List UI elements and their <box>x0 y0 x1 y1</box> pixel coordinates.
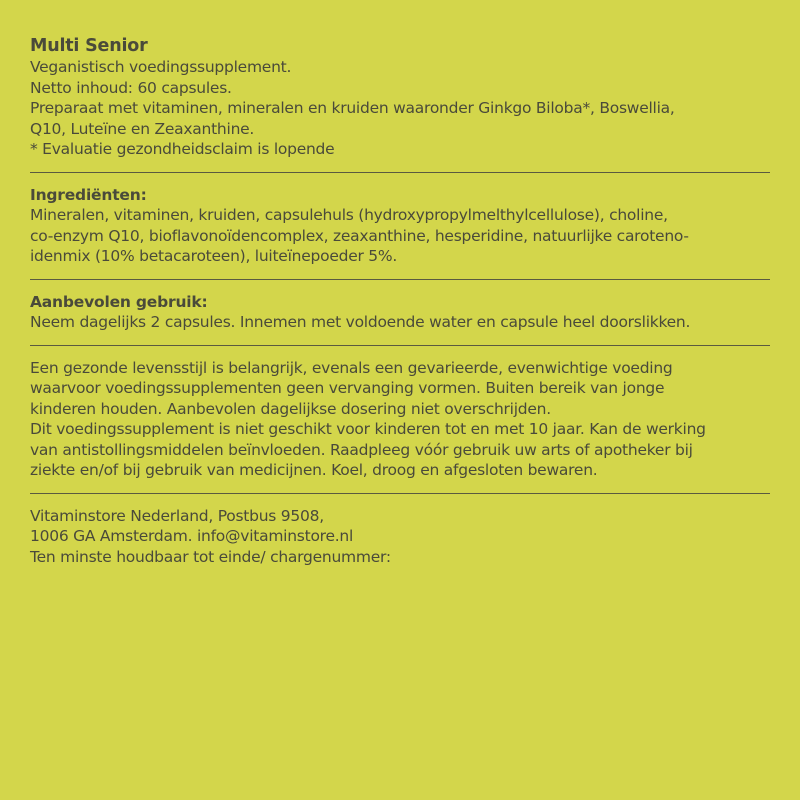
contact-line: 1006 GA Amsterdam. info@vitaminstore.nl <box>30 527 354 545</box>
intro-line: Netto inhoud: 60 capsules. <box>30 78 232 97</box>
usage-line: Neem dagelijks 2 capsules. Innemen met voldoende water en capsule heel doorslikken. <box>30 313 691 331</box>
section-divider <box>30 279 770 280</box>
ingredients-heading: Ingrediënten: <box>30 185 147 204</box>
ingredients-line: idenmix (10% betacaroteen), luiteïnepoeder 5%. <box>30 247 398 265</box>
ingredients-section <box>30 185 770 267</box>
section-divider <box>30 172 770 173</box>
ingredients-line: Mineralen, vitaminen, kruiden, capsulehuls (hydroxypropylmelthylcellulose), choline, <box>30 206 668 224</box>
product-title: Multi Senior <box>30 36 148 56</box>
contact-line: Vitaminstore Nederland, Postbus 9508, <box>30 506 324 525</box>
usage-section <box>30 292 770 333</box>
intro-line: Veganistisch voedingssupplement. <box>30 58 292 76</box>
warning-line: Een gezonde levensstijl is belangrijk, evenals een gevarieerde, evenwichtige voeding <box>30 358 673 377</box>
intro-line: Q10, Luteïne en Zeaxanthine. <box>30 119 255 138</box>
product-section <box>30 35 770 160</box>
ingredients-line: co-enzym Q10, bioflavonoïdencomplex, zeaxanthine, hesperidine, natuurlijke caroteno- <box>30 226 689 245</box>
section-divider <box>30 345 770 346</box>
warning-line: kinderen houden. Aanbevolen dagelijkse dosering niet overschrijden. <box>30 399 551 418</box>
intro-line: Preparaat met vitaminen, mineralen en kruiden waaronder Ginkgo Biloba*, Boswellia, <box>30 99 675 117</box>
usage-heading: Aanbevolen gebruik: <box>30 292 208 311</box>
section-divider <box>30 493 770 494</box>
warning-line: Dit voedingssupplement is niet geschikt voor kinderen tot en met 10 jaar. Kan de werking <box>30 420 706 438</box>
warnings-section <box>30 358 770 481</box>
contact-section <box>30 506 770 568</box>
warning-line: ziekte en/of bij gebruik van medicijnen. Koel, droog en afgesloten bewaren. <box>30 461 598 479</box>
intro-line: * Evaluatie gezondheidsclaim is lopende <box>30 140 335 158</box>
contact-line: Ten minste houdbaar tot einde/ chargenummer: <box>30 547 391 566</box>
warning-line: van antistollingsmiddelen beïnvloeden. Raadpleeg vóór gebruik uw arts of apotheker bij <box>30 440 693 459</box>
warning-line: waarvoor voedingssupplementen geen vervanging vormen. Buiten bereik van jonge <box>30 379 665 397</box>
